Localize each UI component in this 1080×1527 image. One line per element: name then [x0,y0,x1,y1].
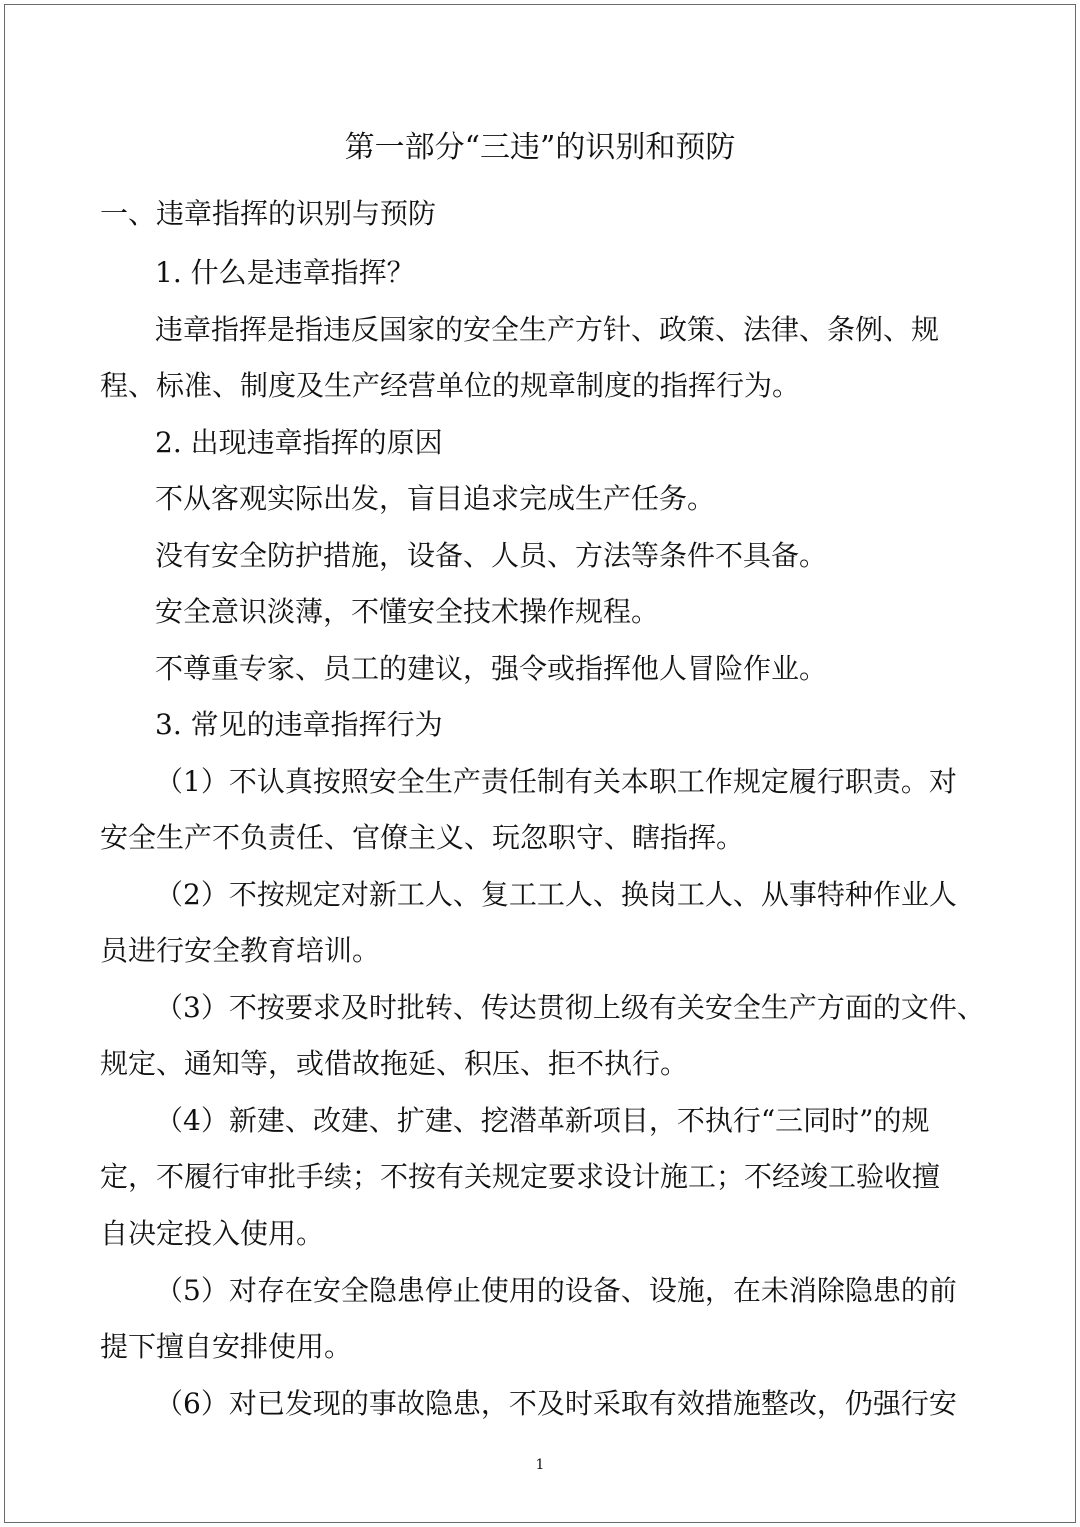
item-line: 自决定投入使用。 [100,1217,325,1250]
item-line: 提下擅自安排使用。 [100,1330,353,1363]
item-line: （1）不认真按照安全生产责任制有关本职工作规定履行职责。对 [155,765,957,798]
reason-line: 没有安全防护措施，设备、人员、方法等条件不具备。 [155,539,828,572]
reason-line: 安全意识淡薄，不懂安全技术操作规程。 [155,595,660,628]
item-line: 规定、通知等，或借故拖延、积压、拒不执行。 [100,1047,689,1080]
subheading-1: 1. 什么是违章指挥？ [155,256,415,289]
reason-line: 不尊重专家、员工的建议，强令或指挥他人冒险作业。 [155,652,828,685]
item-line: 员进行安全教育培训。 [100,934,381,967]
paragraph-line: 违章指挥是指违反国家的安全生产方针、政策、法律、条例、规 [155,313,940,346]
page-number: 1 [535,1457,545,1473]
item-line: 安全生产不负责任、官僚主义、玩忽职守、瞎指挥。 [100,821,745,854]
paragraph-line: 程、标准、制度及生产经营单位的规章制度的指挥行为。 [100,369,801,402]
item-line: （3）不按要求及时批转、传达贯彻上级有关安全生产方面的文件、 [155,991,985,1024]
document-title: 第一部分“三违”的识别和预防 [344,130,736,165]
subheading-2: 2. 出现违章指挥的原因 [155,426,443,459]
subheading-3: 3. 常见的违章指挥行为 [155,708,443,741]
item-line: 定，不履行审批手续；不按有关规定要求设计施工；不经竣工验收擅 [100,1160,941,1193]
section-heading: 一、违章指挥的识别与预防 [100,197,437,230]
item-line: （6）对已发现的事故隐患，不及时采取有效措施整改，仍强行安 [155,1387,957,1420]
item-line: （5）对存在安全隐患停止使用的设备、设施，在未消除隐患的前 [155,1274,957,1307]
reason-line: 不从客观实际出发，盲目追求完成生产任务。 [155,482,716,515]
item-line: （4）新建、改建、扩建、挖潜革新项目，不执行“三同时”的规 [155,1104,930,1137]
item-line: （2）不按规定对新工人、复工工人、换岗工人、从事特种作业人 [155,878,957,911]
